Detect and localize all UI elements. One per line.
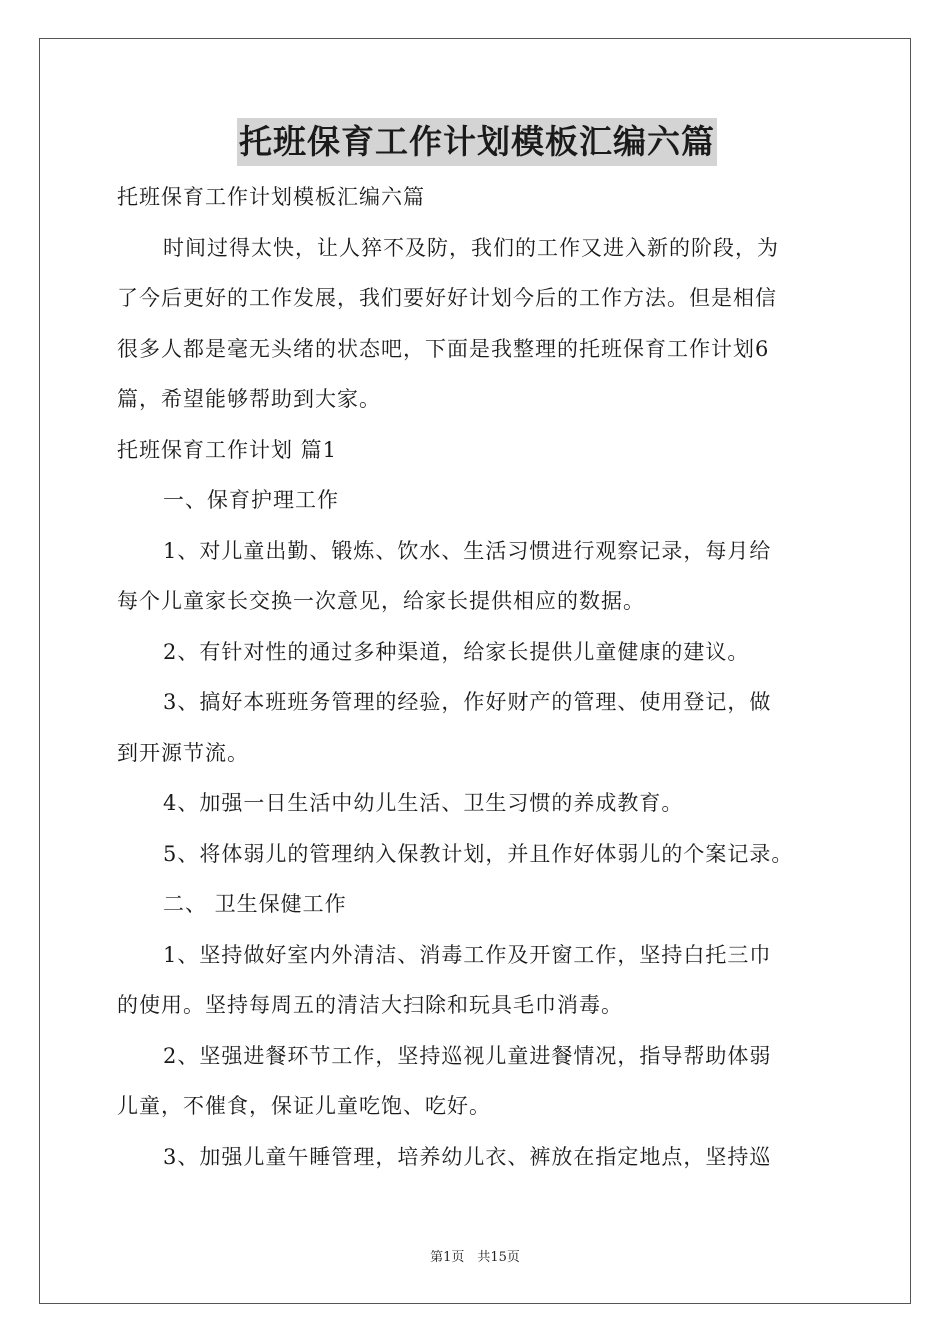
text-line: 2、有针对性的通过多种渠道，给家长提供儿童健康的建议。	[163, 639, 750, 664]
paragraph-lines	[117, 172, 837, 1182]
text-line: 5、将体弱儿的管理纳入保教计划，并且作好体弱儿的个案记录。	[163, 841, 794, 866]
text-line: 篇，希望能够帮助到大家。	[117, 387, 381, 411]
text-line: 很多人都是毫无头绪的状态吧，下面是我整理的托班保育工作计划6	[117, 336, 770, 361]
text-line: 的使用。坚持每周五的清洁大扫除和玩具毛巾消毒。	[117, 993, 623, 1017]
title-row	[117, 118, 837, 166]
text-line: 3、加强儿童午睡管理，培养幼儿衣、裤放在指定地点，坚持巡	[163, 1144, 772, 1169]
text-line: 二、 卫生保健工作	[163, 892, 347, 916]
text-line: 了今后更好的工作发展，我们要好好计划今后的工作方法。但是相信	[117, 286, 777, 310]
document-title: 托班保育工作计划模板汇编六篇	[237, 118, 717, 166]
text-line: 托班保育工作计划 篇1	[117, 437, 338, 462]
text-line: 每个儿童家长交换一次意见，给家长提供相应的数据。	[117, 589, 645, 613]
text-line: 儿童，不催食，保证儿童吃饱、吃好。	[117, 1094, 491, 1118]
text-line: 3、搞好本班班务管理的经验，作好财产的管理、使用登记，做	[163, 690, 772, 714]
text-line: 到开源节流。	[117, 740, 249, 765]
text-line: 2、坚强进餐环节工作，坚持巡视儿童进餐情况，指导帮助体弱	[163, 1043, 772, 1068]
text-line: 托班保育工作计划模板汇编六篇	[117, 185, 425, 209]
text-line: 1、坚持做好室内外清洁、消毒工作及开窗工作，坚持白托三巾	[163, 942, 772, 967]
text-line: 时间过得太快，让人猝不及防，我们的工作又进入新的阶段，为	[163, 235, 779, 260]
text-line: 4、加强一日生活中幼儿生活、卫生习惯的养成教育。	[163, 791, 684, 815]
text-line: 一、保育护理工作	[163, 488, 339, 512]
document-body	[117, 118, 837, 1182]
text-line: 1、对儿童出勤、锻炼、饮水、生活习惯进行观察记录，每月给	[163, 538, 772, 563]
page-footer: 第1页 共15页	[430, 1250, 520, 1265]
